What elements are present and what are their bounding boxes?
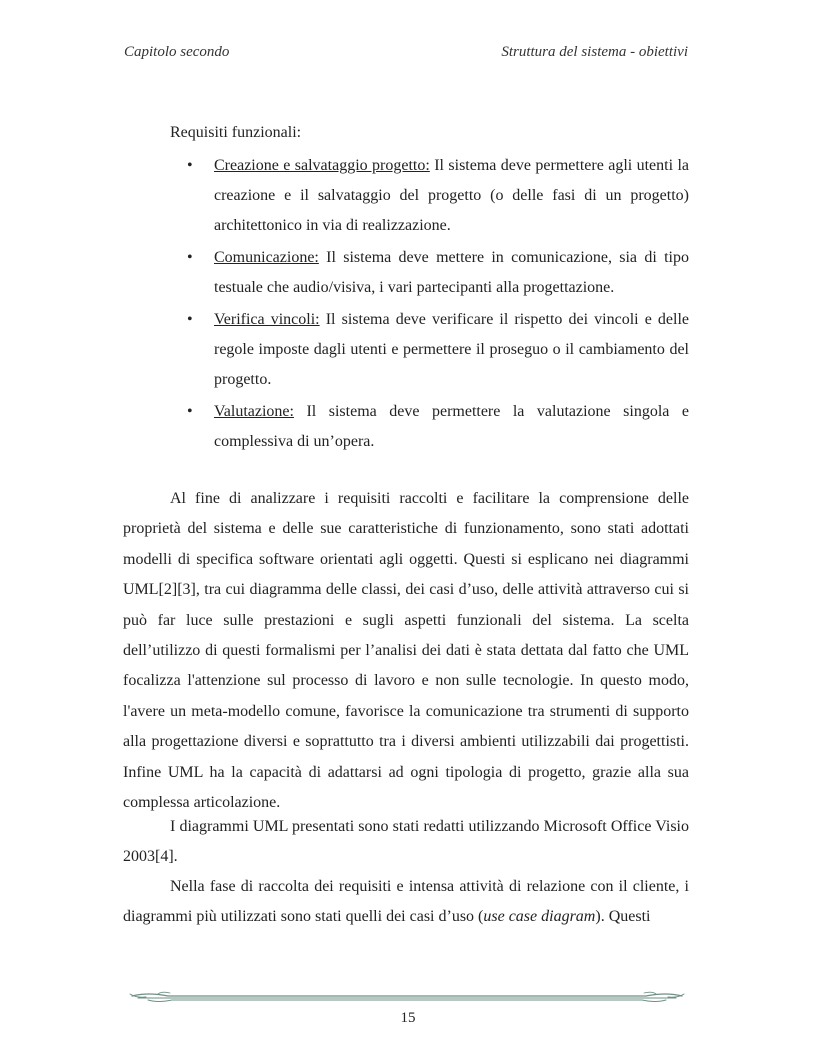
list-item: [185, 151, 689, 241]
paragraph-text: I diagrammi UML presentati sono stati redatti utilizzando Microsoft Office Visio 2003[4].: [123, 818, 689, 866]
requirement-term: Creazione e salvataggio progetto:: [214, 157, 430, 174]
header-chapter: Capitolo secondo: [124, 44, 230, 60]
requirements-list: [185, 151, 689, 459]
paragraph-text: Al fine di analizzare i requisiti raccolti e facilitare la comprensione delle proprietà del sistema e delle sue caratteristiche di funzionamento, sono stati adottati modelli di specifica software orientati agli oggetti. Questi si esplicano nei diagrammi UML[2][3], tra cui diagramma delle classi, dei casi d’uso, delle attività attraverso cui si può far luce sulle prestazioni e sugli aspetti funzionali del sistema. La scelta dell’utilizzo di questi formalismi per l’analisi dei dati è stata dettata dal fatto che UML focalizza l'attenzione sul processo di lavoro e non sulle tecnologie. In questo modo, l'avere un meta-modello comune, favorisce la comunicazione tra strumenti di supporto alla progettazione diversi e soprattutto tra i diversi ambienti utilizzabili dai progettisti. Infine UML ha la capacità di adattarsi ad ogni tipologia di progetto, grazie alla sua complessa articolazione.: [123, 490, 689, 812]
requirement-text: Il sistema deve permettere agli utenti la creazione e il salvataggio del progetto (o delle fasi di un progetto) architettonico in via di realizzazione.: [214, 157, 689, 234]
paragraph-use-cases: [123, 872, 689, 933]
bullet-icon: •: [187, 249, 193, 266]
footer-ornament-rule: [128, 988, 686, 1008]
requirement-term: Verifica vincoli:: [214, 311, 320, 328]
bullet-icon: •: [187, 311, 193, 328]
bullet-icon: •: [187, 157, 193, 174]
paragraph-uml-models: [123, 484, 689, 818]
paragraph-visio: [123, 812, 689, 873]
requirement-term: Comunicazione:: [214, 249, 319, 266]
list-item: [185, 305, 689, 395]
page-number: 15: [400, 1010, 416, 1026]
requirement-term: Valutazione:: [214, 403, 294, 420]
header-section: Struttura del sistema - obiettivi: [501, 44, 688, 60]
requirement-text: Il sistema deve verificare il rispetto dei vincoli e delle regole imposte dagli utenti e permettere il proseguo o il cambiamento del progetto.: [214, 311, 690, 388]
bullet-icon: •: [187, 403, 193, 420]
requirement-text: Il sistema deve permettere la valutazione singola e complessiva di un’opera.: [214, 403, 689, 450]
paragraph-text: ). Questi: [595, 908, 651, 926]
paragraph-text: Nella fase di raccolta dei requisiti e intensa attività di relazione con il cliente, i diagrammi più utilizzati sono stati quelli dei casi d’uso (: [123, 878, 689, 926]
requirements-intro: Requisiti funzionali:: [170, 124, 302, 141]
list-item: [185, 243, 689, 303]
list-item: [185, 397, 689, 457]
requirement-text: Il sistema deve mettere in comunicazione, sia di tipo testuale che audio/visiva, i vari partecipanti alla progettazione.: [214, 249, 689, 296]
paragraph-italic: use case diagram: [483, 908, 596, 926]
